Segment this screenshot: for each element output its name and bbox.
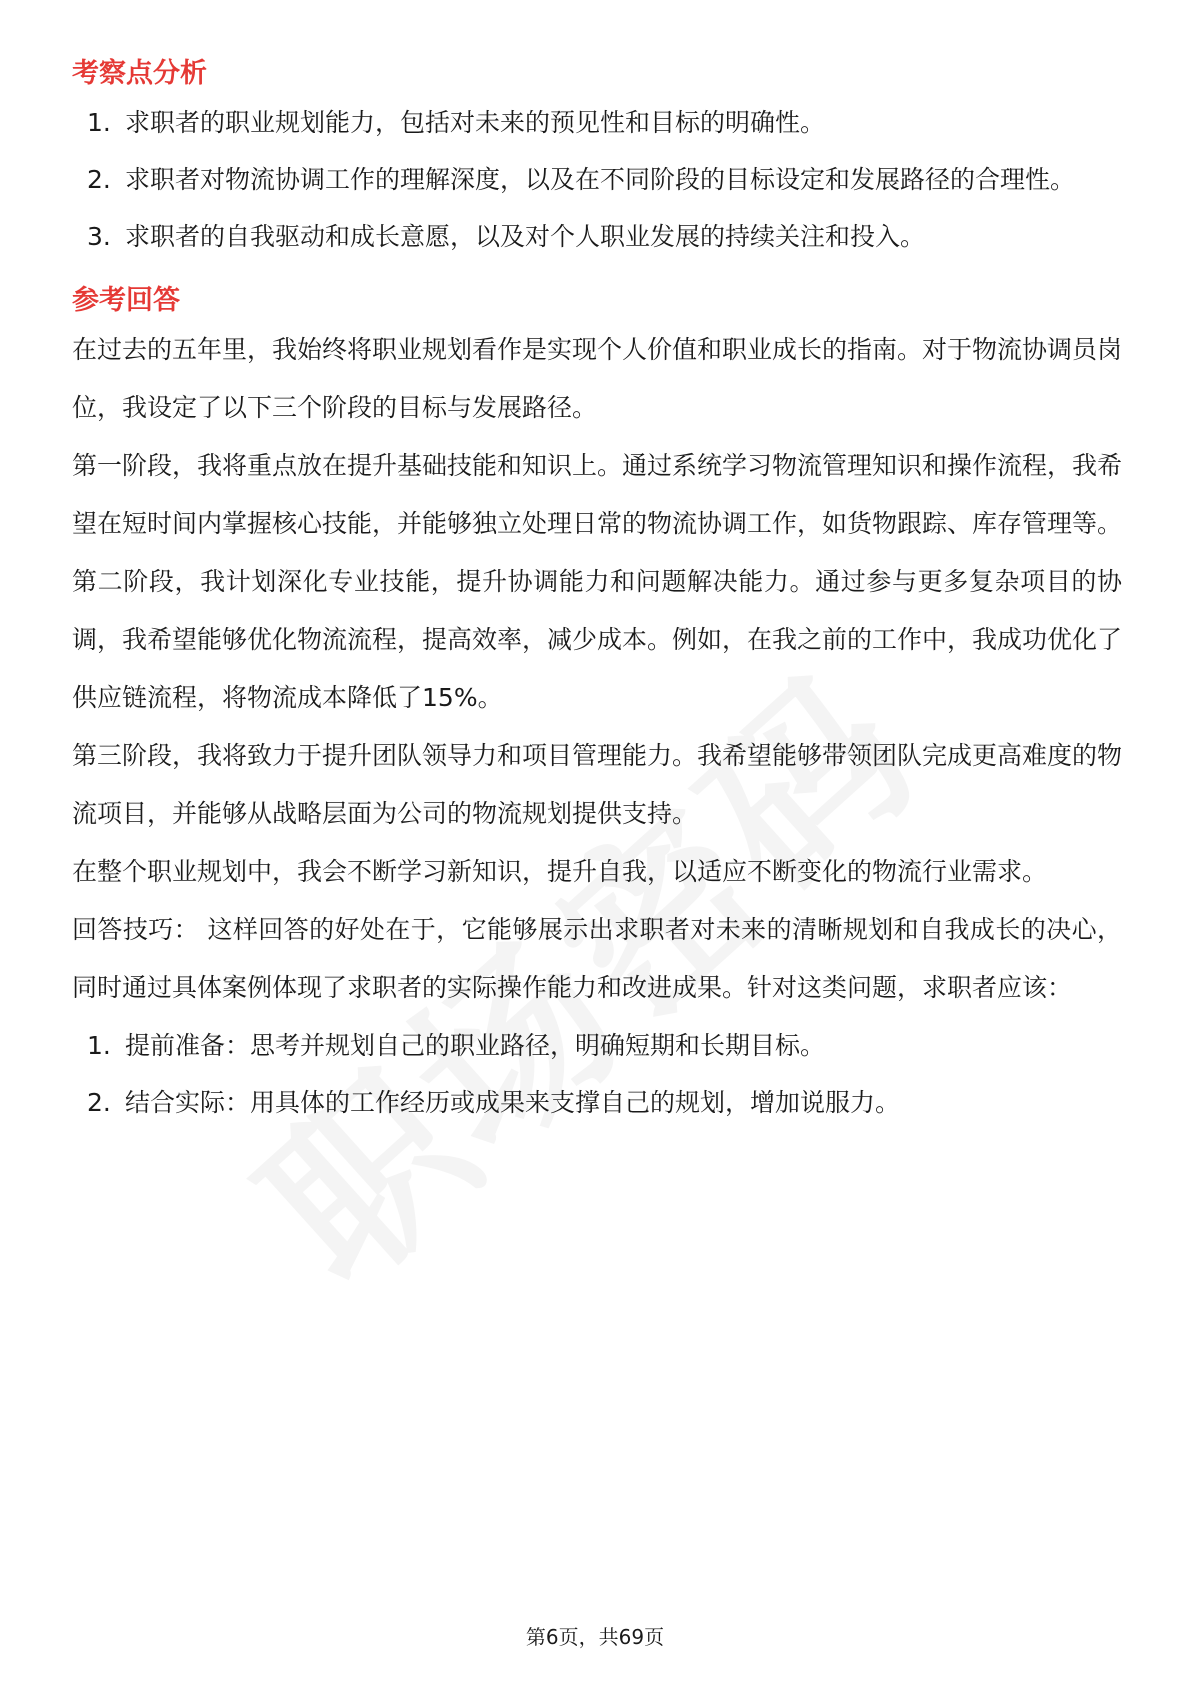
list-item-text: 结合实际：用具体的工作经历或成果来支撑自己的规划，增加说服力。 — [125, 1088, 901, 1117]
page-footer: 第6页，共69页 — [525, 1625, 665, 1649]
list-item-text: 提前准备：思考并规划自己的职业路径，明确短期和长期目标。 — [125, 1031, 826, 1060]
list-item-number: 2. — [87, 165, 111, 194]
list-item-number: 1. — [87, 1031, 111, 1060]
page-content — [72, 46, 1122, 1131]
list-item — [72, 1074, 1122, 1131]
section-heading-reference-answer: 参考回答 — [72, 285, 180, 316]
section-heading-analysis: 考察点分析 — [72, 58, 207, 89]
tips-list — [72, 1017, 1122, 1131]
list-item-text: 求职者的自我驱动和成长意愿，以及对个人职业发展的持续关注和投入。 — [125, 222, 926, 251]
answer-tips-paragraph: 回答技巧： 这样回答的好处在于，它能够展示出求职者对未来的清晰规划和自我成长的决心，同时通过具体案例体现了求职者的实际操作能力和改进成果。针对这类问题，求职者应该： — [72, 915, 1122, 1002]
answer-paragraph: 在整个职业规划中，我会不断学习新知识，提升自我，以适应不断变化的物流行业需求。 — [72, 857, 1048, 886]
list-item-number: 3. — [87, 222, 111, 251]
answer-paragraph: 第二阶段，我计划深化专业技能，提升协调能力和问题解决能力。通过参与更多复杂项目的协调，我希望能够优化物流流程，提高效率，减少成本。例如，在我之前的工作中，我成功优化了供应链流程，将物流成本降低了15%。 — [72, 567, 1123, 712]
list-item — [72, 208, 1122, 265]
answer-paragraph: 第三阶段，我将致力于提升团队领导力和项目管理能力。我希望能够带领团队完成更高难度的物流项目，并能够从战略层面为公司的物流规划提供支持。 — [72, 741, 1123, 828]
answer-paragraph: 第一阶段，我将重点放在提升基础技能和知识上。通过系统学习物流管理知识和操作流程，我希望在短时间内掌握核心技能，并能够独立处理日常的物流协调工作，如货物跟踪、库存管理等。 — [72, 451, 1123, 538]
list-item-text: 求职者的职业规划能力，包括对未来的预见性和目标的明确性。 — [125, 108, 826, 137]
list-item-text: 求职者对物流协调工作的理解深度，以及在不同阶段的目标设定和发展路径的合理性。 — [125, 165, 1076, 194]
list-item — [72, 151, 1122, 208]
list-item-number: 1. — [87, 108, 111, 137]
answer-paragraph: 在过去的五年里，我始终将职业规划看作是实现个人价值和职业成长的指南。对于物流协调员岗位，我设定了以下三个阶段的目标与发展路径。 — [72, 335, 1123, 422]
list-item-number: 2. — [87, 1088, 111, 1117]
list-item — [72, 1017, 1122, 1074]
analysis-list — [72, 94, 1122, 265]
list-item — [72, 94, 1122, 151]
